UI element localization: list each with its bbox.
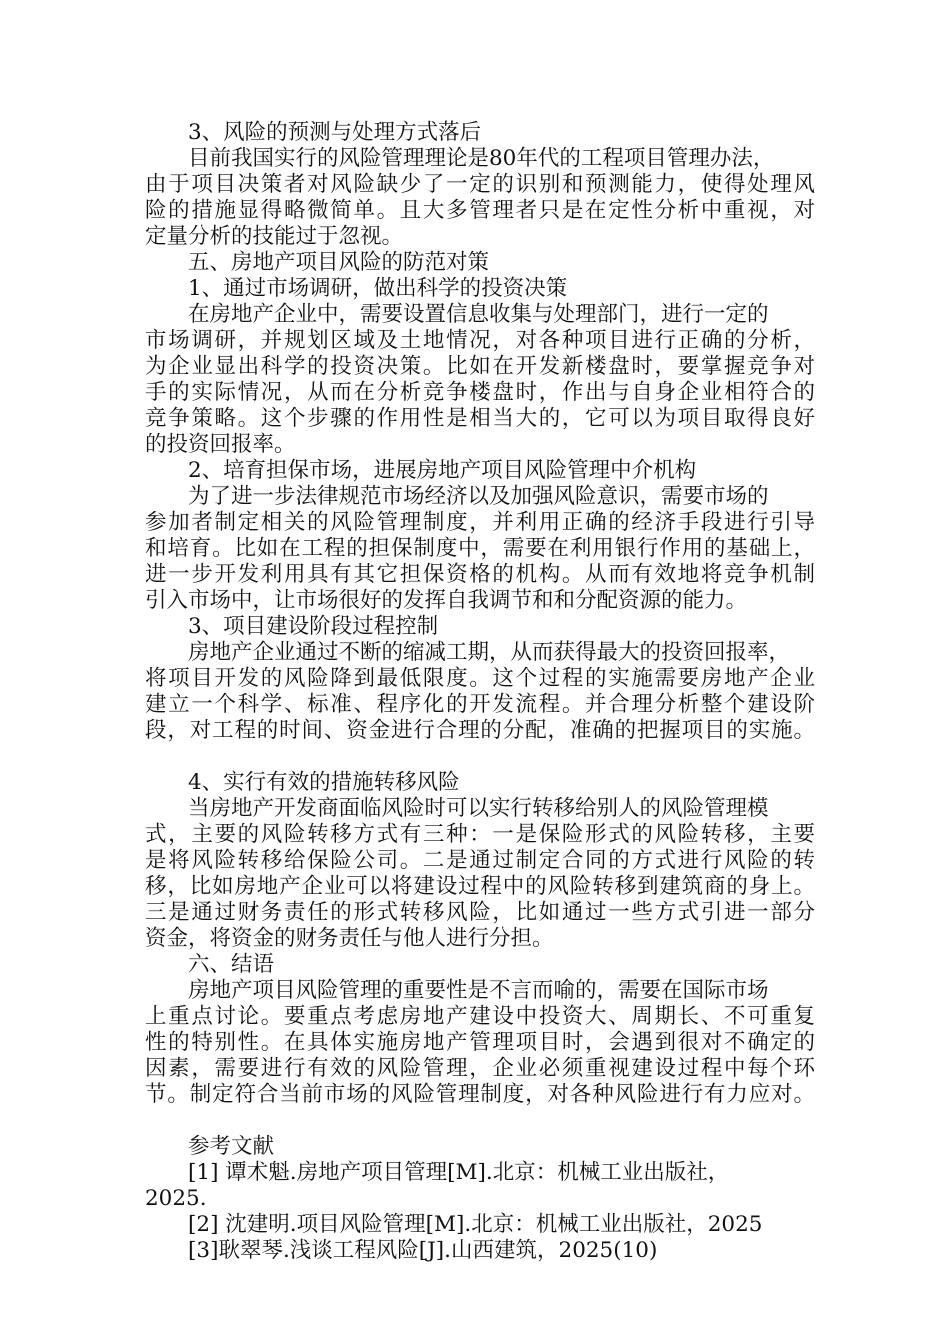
paragraph-line: 在房地产企业中，需要设置信息收集与处理部门，进行一定的 — [188, 302, 769, 327]
paragraph-line: 竞争策略。这个步骤的作用性是相当大的，它可以为项目取得良好 — [145, 406, 815, 431]
paragraph-line: 性的特别性。在具体实施房地产管理项目时，会遇到很对不确定的 — [145, 1030, 815, 1055]
paragraph-line: 式，主要的风险转移方式有三种：一是保险形式的风险转移，主要 — [145, 822, 815, 847]
section-heading-5: 五、房地产项目风险的防范对策 — [188, 250, 490, 275]
subheading-measure-3: 3、项目建设阶段过程控制 — [188, 614, 439, 639]
paragraph-line: 险的措施显得略微简单。且大多管理者只是在定性分析中重视，对 — [145, 198, 815, 223]
paragraph-line: 因素，需要进行有效的风险管理，企业必须重视建设过程中每个环 — [145, 1056, 815, 1081]
paragraph-line: 当房地产开发商面临风险时可以实行转移给别人的风险管理模 — [188, 796, 769, 821]
paragraph-line: 引入市场中，让市场很好的发挥自我调节和和分配资源的能力。 — [145, 588, 748, 613]
paragraph-line: 目前我国实行的风险管理理论是80年代的工程项目管理办法， — [188, 146, 775, 171]
paragraph-line: 房地产项目风险管理的重要性是不言而喻的，需要在国际市场 — [188, 978, 769, 1003]
subheading-risk-forecast: 3、风险的预测与处理方式落后 — [188, 120, 482, 145]
subheading-measure-2: 2、培育担保市场，进展房地产项目风险管理中介机构 — [188, 458, 697, 483]
paragraph-line: 为了进一步法律规范市场经济以及加强风险意识，需要市场的 — [188, 484, 769, 509]
paragraph-line: 上重点讨论。要重点考虑房地产建设中投资大、周期长、不可重复 — [145, 1004, 815, 1029]
reference-item-continuation: 2025. — [145, 1186, 207, 1211]
references-heading: 参考文献 — [188, 1134, 275, 1159]
paragraph-line: 进一步开发利用具有其它担保资格的机构。从而有效地将竞争机制 — [145, 562, 815, 587]
subheading-measure-4: 4、实行有效的措施转移风险 — [188, 770, 460, 795]
paragraph-line: 移，比如房地产企业可以将建设过程中的风险转移到建筑商的身上。 — [145, 874, 815, 899]
paragraph-line: 参加者制定相关的风险管理制度，并利用正确的经济手段进行引导 — [145, 510, 815, 535]
paragraph-line: 手的实际情况，从而在分析竞争楼盘时，作出与自身企业相符合的 — [145, 380, 815, 405]
paragraph-line: 市场调研，并规划区域及土地情况，对各种项目进行正确的分析， — [145, 328, 815, 353]
paragraph-line: 定量分析的技能过于忽视。 — [145, 224, 404, 249]
paragraph-line: 段，对工程的时间、资金进行合理的分配，准确的把握项目的实施。 — [145, 718, 815, 743]
reference-item: [3]耿翠琴.浅谈工程风险[J].山西建筑，2025(10) — [188, 1238, 658, 1263]
section-heading-6: 六、结语 — [188, 952, 275, 977]
paragraph-line: 将项目开发的风险降到最低限度。这个过程的实施需要房地产企业 — [145, 666, 815, 691]
paragraph-line: 三是通过财务责任的形式转移风险，比如通过一些方式引进一部分 — [145, 900, 815, 925]
paragraph-line: 资金，将资金的财务责任与他人进行分担。 — [145, 926, 554, 951]
paragraph-line: 房地产企业通过不断的缩减工期，从而获得最大的投资回报率， — [188, 640, 791, 665]
paragraph-line: 的投资回报率。 — [145, 432, 296, 457]
reference-item: [1] 谭术魁.房地产项目管理[M].北京：机械工业出版社， — [188, 1160, 730, 1185]
paragraph-line: 建立一个科学、标准、程序化的开发流程。并合理分析整个建设阶 — [145, 692, 815, 717]
paragraph-line: 为企业显出科学的投资决策。比如在开发新楼盘时，要掌握竞争对 — [145, 354, 815, 379]
paragraph-line: 节。制定符合当前市场的风险管理制度，对各种风险进行有力应对。 — [145, 1082, 815, 1107]
paragraph-line: 和培育。比如在工程的担保制度中，需要在利用银行作用的基础上， — [145, 536, 815, 561]
reference-item: [2] 沈建明.项目风险管理[M].北京：机械工业出版社，2025 — [188, 1212, 763, 1237]
paragraph-line: 由于项目决策者对风险缺少了一定的识别和预测能力，使得处理风 — [145, 172, 815, 197]
paragraph-line: 是将风险转移给保险公司。二是通过制定合同的方式进行风险的转 — [145, 848, 815, 873]
subheading-measure-1: 1、通过市场调研，做出科学的投资决策 — [188, 276, 568, 301]
